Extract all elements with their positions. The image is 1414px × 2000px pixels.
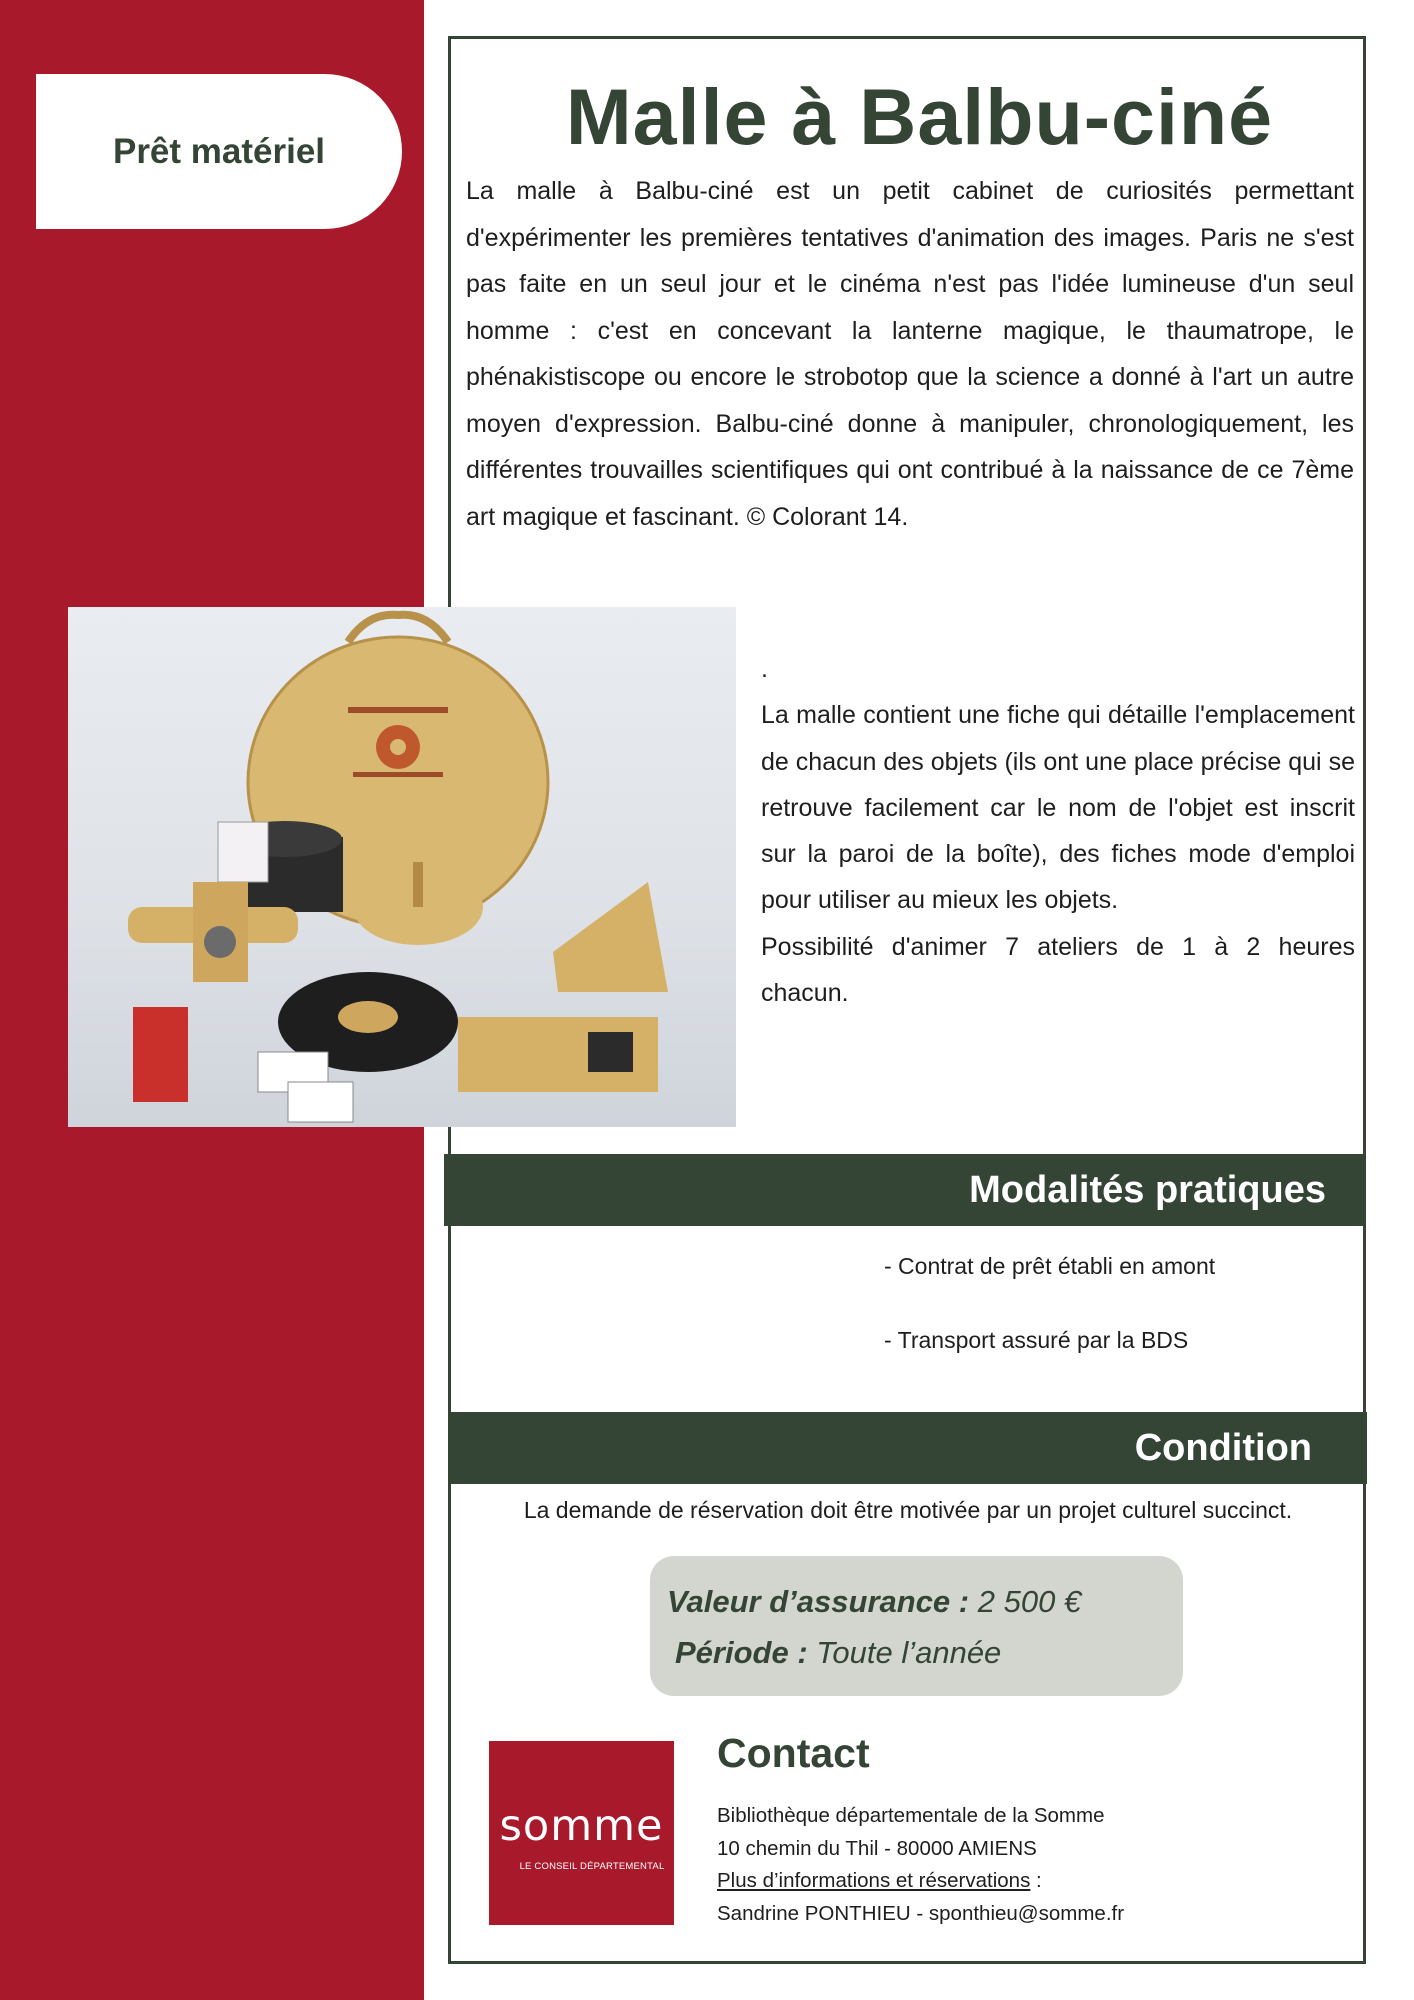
kit-details [761, 646, 1355, 1016]
modalites-list [884, 1254, 1344, 1402]
list-item: - Transport assuré par la BDS [884, 1327, 1189, 1353]
list-item: - Contrat de prêt établi en amont [884, 1253, 1216, 1279]
more-info-link[interactable]: Plus d’informations et réservations [717, 1869, 1031, 1892]
contact-person: Sandrine PONTHIEU - sponthieu@somme.fr [717, 1901, 1125, 1925]
details-contents: La malle contient une fiche qui détaille l'emplacement de chacun des objets (ils ont une place précise qui se retrouve facilement car le nom de l'objet est inscrit sur la paroi de la boîte), des fiches mode d'emploi pour utiliser au mieux les objets. [761, 701, 1355, 915]
insurance-value: 2 500 € [977, 1584, 1082, 1619]
period-label: Période : [675, 1635, 808, 1670]
intro-paragraph: La malle à Balbu-ciné est un petit cabinet de curiosités permettant d'expérimenter les premières tentatives d'animation des images. Paris ne s'est pas faite en un seul jour et le cinéma n'est pas l'idée lumineuse d'un seul homme : c'est en concevant la lanterne magique, le thaumatrope, le phénakistiscope ou encore le strobotop que la science a donné à l'art un autre moyen d'expression. Balbu-ciné donne à manipuler, chronologiquement, les différentes trouvailles scientifiques qui ont contribué à la naissance de ce 7ème art magique et fascinant. © Colorant 14. [466, 177, 1354, 531]
link-suffix: : [1030, 1869, 1042, 1892]
contact-block [717, 1804, 1277, 1934]
page-title: Malle à Balbu-ciné [565, 72, 1274, 161]
insurance-label: Valeur d’assurance : [667, 1584, 970, 1619]
logo-subtitle: LE CONSEIL DÉPARTEMENTAL [519, 1861, 665, 1872]
contact-org: Bibliothèque départementale de la Somme [717, 1804, 1105, 1827]
period-line [675, 1635, 1001, 1671]
condition-heading: Condition [451, 1412, 1367, 1484]
modalites-heading: Modalités pratiques [444, 1154, 1364, 1226]
insurance-line [667, 1584, 1081, 1620]
condition-text: La demande de réservation doit être motivée par un projet culturel succinct. [523, 1497, 1293, 1523]
period-value: Toute l’année [816, 1635, 1002, 1670]
category-tag: Prêt matériel [36, 74, 402, 229]
details-workshops: Possibilité d'animer 7 ateliers de 1 à 2 heures chacun. [761, 932, 1355, 1008]
logo-wordmark: somme [499, 1801, 664, 1851]
info-box [650, 1556, 1183, 1696]
kit-photo [68, 607, 736, 1127]
somme-logo [489, 1741, 674, 1925]
contact-address: 10 chemin du Thil - 80000 AMIENS [717, 1836, 1037, 1860]
contact-heading: Contact [717, 1730, 870, 1776]
contact-link-line [717, 1869, 1277, 1902]
details-dot: . [761, 655, 768, 683]
